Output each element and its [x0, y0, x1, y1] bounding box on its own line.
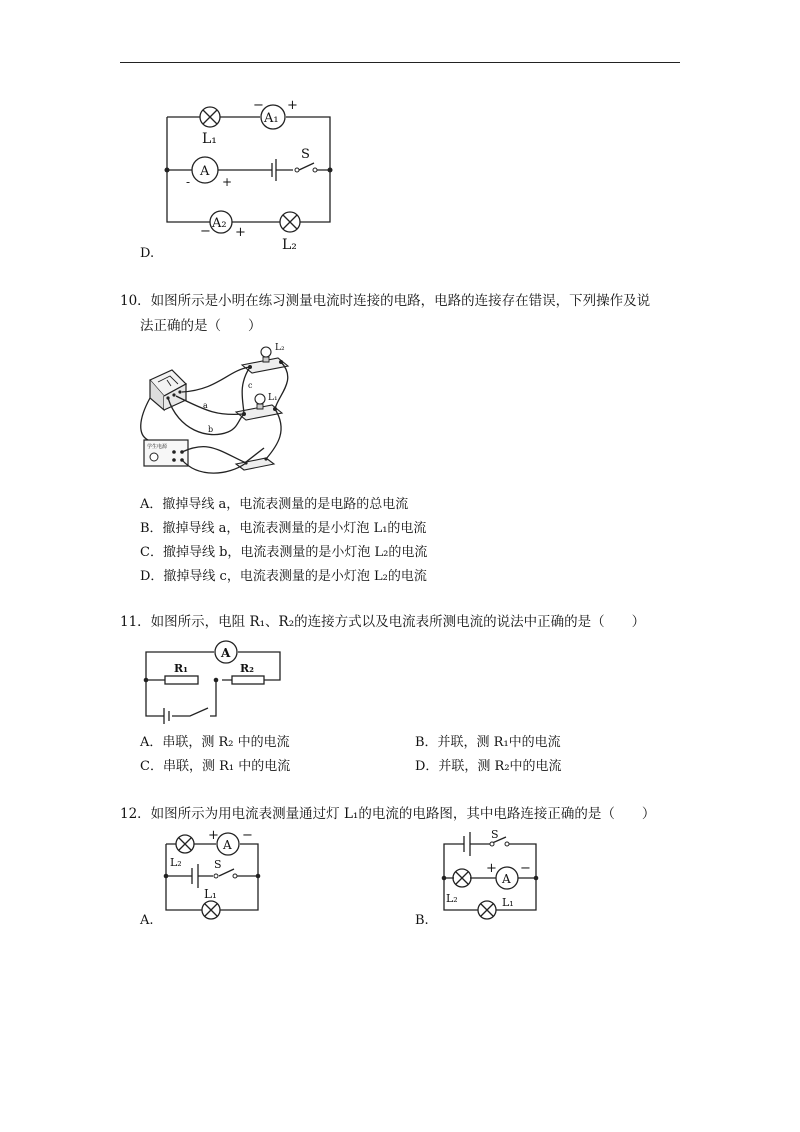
svg-text:+: + — [486, 861, 497, 876]
q12-circuit-a — [158, 828, 268, 918]
svg-text:S: S — [214, 858, 222, 871]
svg-text:L₂: L₂ — [446, 892, 458, 905]
svg-text:−: − — [520, 861, 531, 876]
q9-circuit-d — [150, 95, 350, 255]
q11-option-a[interactable]: A．串联，测 R₂ 中的电流 — [140, 735, 290, 750]
q12-circuit-b — [436, 826, 546, 918]
svg-text:+: + — [287, 98, 298, 113]
q10-option-b[interactable]: B．撤掉导线 a，电流表测量的是小灯泡 L₁的电流 — [140, 521, 427, 536]
lamp-l2-icon — [280, 212, 300, 232]
lamp-l2-icon — [176, 835, 194, 853]
q10-stem-line1: 10．如图所示是小明在练习测量电流时连接的电路，电路的连接存在错误，下列操作及说 — [120, 293, 651, 309]
svg-text:A: A — [221, 646, 231, 660]
svg-text:a: a — [203, 401, 208, 410]
svg-text:S: S — [301, 147, 310, 162]
svg-text:b: b — [208, 425, 214, 434]
svg-text:A: A — [502, 872, 511, 886]
svg-text:+: + — [235, 225, 246, 240]
svg-text:-: - — [186, 175, 191, 189]
svg-text:L₂: L₂ — [275, 343, 285, 353]
lamp-l1-icon — [200, 107, 220, 127]
header-rule — [120, 62, 680, 63]
lamp-l1-icon — [202, 901, 220, 919]
svg-text:A: A — [200, 164, 210, 179]
lamp-l2-icon — [453, 869, 471, 887]
svg-text:L₁: L₁ — [204, 887, 217, 901]
q9-option-d-label: D. — [140, 246, 155, 261]
q11-stem: 11．如图所示，电阻 R₁、R₂的连接方式以及电流表所测电流的说法中正确的是（ ） — [120, 614, 646, 630]
svg-text:c: c — [248, 381, 253, 390]
q11-option-c[interactable]: C．串联，测 R₁ 中的电流 — [140, 759, 291, 774]
svg-text:R₁: R₁ — [174, 662, 188, 675]
q12-option-b-label[interactable]: B. — [415, 913, 429, 928]
q10-stem-line2: 法正确的是（ ） — [140, 318, 262, 334]
svg-text:+: + — [208, 828, 219, 843]
svg-text:L₁: L₁ — [268, 393, 278, 403]
svg-text:S: S — [491, 828, 499, 841]
q11-option-d[interactable]: D．并联，测 R₂中的电流 — [415, 759, 562, 774]
svg-text:+: + — [222, 175, 233, 189]
resistor-r2-icon — [232, 676, 264, 684]
q12-stem: 12．如图所示为用电流表测量通过灯 L₁的电流的电路图，其中电路连接正确的是（ ） — [120, 806, 656, 822]
lamp-l1-icon — [478, 901, 496, 919]
svg-text:学生电源: 学生电源 — [147, 444, 168, 450]
resistor-r1-icon — [165, 676, 198, 684]
svg-text:−: − — [200, 224, 211, 239]
svg-text:A₂: A₂ — [212, 216, 227, 231]
svg-text:A₁: A₁ — [264, 111, 279, 126]
svg-text:L₁: L₁ — [502, 896, 514, 909]
q11-option-b[interactable]: B．并联，测 R₁中的电流 — [415, 735, 561, 750]
svg-text:L₂: L₂ — [282, 237, 297, 253]
q10-option-c[interactable]: C．撤掉导线 b，电流表测量的是小灯泡 L₂的电流 — [140, 545, 428, 560]
svg-text:−: − — [253, 98, 264, 113]
switch-device-icon — [236, 448, 274, 470]
svg-text:−: − — [242, 828, 253, 843]
svg-text:L₂: L₂ — [170, 856, 182, 869]
q12-option-a-label[interactable]: A. — [140, 913, 154, 928]
q11-circuit — [142, 640, 292, 720]
q10-circuit-photo — [138, 340, 308, 480]
label-l1: L₁ — [202, 131, 217, 147]
ammeter-device-icon — [150, 370, 186, 410]
q10-option-d[interactable]: D．撤掉导线 c，电流表测量的是小灯泡 L₂的电流 — [140, 569, 427, 584]
q10-option-a[interactable]: A．撤掉导线 a，电流表测量的是电路的总电流 — [140, 497, 409, 512]
svg-text:A: A — [223, 838, 232, 852]
svg-text:R₂: R₂ — [240, 662, 254, 675]
